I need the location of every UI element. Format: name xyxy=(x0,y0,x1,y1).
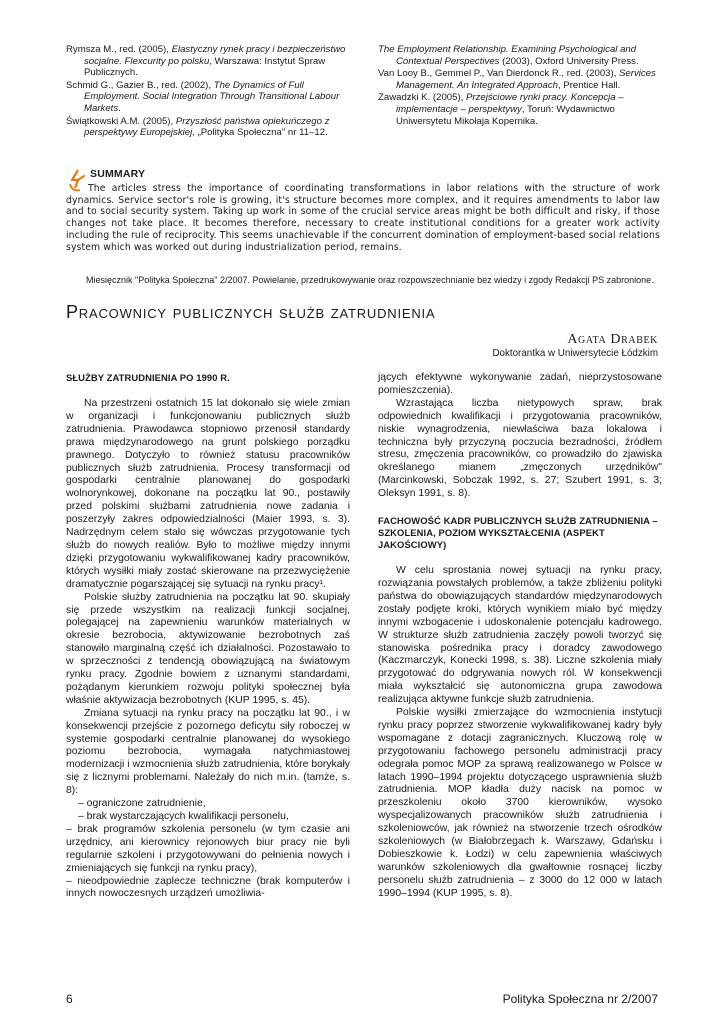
summary-title: SUMMARY xyxy=(90,168,146,180)
reference-item: Van Looy B., Gemmel P., Van Dierdonck R., red. (2003), Services Management. An Integrated Approach, Prentice Hall. xyxy=(378,68,656,91)
references-section xyxy=(66,44,666,140)
paragraph: Polskie służby zatrudnienia na początku lat 90. skupiały się przede wszystkim na realizacji funkcji socjalnej, polegającej na zapewnieniu warunków materialnych w okresie bezrobocia, aktywizowanie bezrobotnych zaś stanowiło marginalną część ich działalności. Pozostawało to w sprzeczności z tendencją obowiązującą na światowym rynku pracy. Zgodnie bowiem z uznanymi standardami, pożądanym kierunkiem rozwoju polityki społecznej była właśnie aktywizacja bezrobotnych (KUP 1995, s. 45). xyxy=(66,591,350,706)
list-item: – ograniczone zatrudnienie, xyxy=(78,798,206,810)
paragraph: Polskie wysiłki zmierzające do wzmocnienia instytucji rynku pracy poprzez stworzenie wykwalifikowanej kadry były wspomagane z dotacji zagranicznych. Kluczową rolę w przygotowaniu fachowego personelu administracji pracy odegrała pomoc MOP za sprawą realizowanego w Polsce w latach 1990–1994 projektu dotyczącego usprawnienia służb zatrudnienia. MOP kładła duży nacisk na pomoc w przeszkoleniu około 3700 kierowników, wysoko wyspecjalizowanych pracowników służb zatrudnienia i szkoleniowców, jak również na stworzenie trzech ośrodków szkoleniowych (w Białobrzegach k. Warszawy, Gdańsku i Dobieszkowie k. Łodzi) w celu zapewnienia właściwych warunków szkoleniowych dla gwałtownie rosnącej liczby personelu służb zatrudnienia – z 3000 do 12 000 w latach 1990–1994 (KUP 1995, s. 8). xyxy=(378,707,662,899)
paragraph: Na przestrzeni ostatnich 15 lat dokonało się wiele zmian w organizacji i funkcjonowaniu publicznych służb zatrudnienia. Prawodawca stopniowo przenosił standardy prawa międzynarodowego na grunt polskiego porządku prawnego. Dotyczyło to również statusu pracowników publicznych służb zatrudnienia. Procesy transformacji od gospodarki centralnie planowanej do gospodarki wolnorynkowej, dokonane na początku lat 90., postawiły przed polskimi służbami zatrudnienia nowe zadania i poszerzyły zakres odpowiedzialności (Maier 1993, s. 3). Nadrzędnym celem stało się wówczas przygotowanie tych służb do nowych realiów. Było to możliwe między innymi dzięki przygotowaniu wykwalifikowanej kadry pracowników, których wysiłki miały zostać skierowane na przezwyciężenie dramatycznie pogarszającej się sytuacji na rynku pracy¹. xyxy=(66,398,350,590)
article-title: Pracownicy publicznych służb zatrudnienia xyxy=(66,302,436,322)
reference-item: The Employment Relationship. Examining Psychological and Contextual Perspectives (2003), Oxford University Press. xyxy=(378,44,639,67)
list-item: – brak wystarczających kwalifikacji personelu, xyxy=(78,811,289,822)
reference-item: Schmid G., Gazier B., red. (2002), The Dynamics of Full Employment. Social Integration Through Transitional Labour Markets. xyxy=(66,79,340,114)
summary-text: The articles stress the importance of coordinating transformations in labor relations with the structure of work dynamics. Service sector's role is growing, it's structure becomes more complex, and it requires amendments to labor law and to social security system. Taking up work in some of the crucial service areas might be both difficult and risky, if those changes not take place. It becomes therefore, necessary to create institutional conditions for a greater work activity including the rule of reciprocity. This seems unachievable if the concurrent domination of employment-based social relations system which was worked out during industrialization period, remains. xyxy=(66,183,660,253)
copyright-notice: Miesięcznik "Polityka Społeczna" 2/2007. Powielanie, przedrukowywanie oraz rozpowszechnianie bez wiedzy i zgody Redakcji PS zabronione. xyxy=(86,275,654,285)
article-right-column xyxy=(378,372,662,901)
author-name: Agata Drabek xyxy=(567,332,658,347)
paragraph: W celu sprostania nowej sytuacji na rynku pracy, rozwiązania powstałych problemów, a także zbliżeniu polityki państwa do obowiązujących standardów międzynarodowych zostały podjęte kroki, których wynikiem miało być między innymi wzbogacenie i udoskonalenie potencjału kadrowego. W strukturze służb zatrudnienia zaczęły powoli tworzyć się stanowiska pośrednika pracy i doradcy zawodowego (Kaczmarczyk, Konecki 1998, s. 38). Liczne szkolenia miały przygotować do odgrywania nowych ról. W konsekwencji miała wykształcić się autonomiczna grupa zawodowa realizująca aktywne funkcje służb zatrudnienia. xyxy=(378,565,662,706)
summary-logo-icon xyxy=(66,168,88,194)
paragraph: Zmiana sytuacji na rynku pracy na początku lat 90., i w konsekwencji przejście z pozornego deficytu siły roboczej w systemie gospodarki centralnie planowanej do wysokiego poziomu bezrobocia, wymagała natychmiastowej modernizacji i wzmocnienia służb zatrudnienia, które borykały się z licznymi problemami. Należały do nich m.in. (tamże, s. 8): xyxy=(66,707,350,797)
reference-item: Rymsza M., red. (2005), Elastyczny rynek pracy i bezpieczeństwo socjalne. Flexcurity po polsku, Warszawa: Instytut Spraw Publicznych. xyxy=(66,44,346,79)
paragraph: jących efektywne wykonywanie zadań, nieprzystosowane pomieszczenia). xyxy=(378,372,662,396)
list-item: – nieodpowiednie zaplecze techniczne (brak komputerów i innych nowoczesnych urządzeń umożliwia- xyxy=(66,875,350,900)
author-affiliation: Doktorantka w Uniwersytecie Łódzkim xyxy=(492,348,658,359)
references-right-column xyxy=(378,44,666,140)
reference-item: Świątkowski A.M. (2005), Przyszłość państwa opiekuńczego z perspektywy Europejskiej, „Polityka Społeczna" nr 11–12. xyxy=(66,115,330,139)
list-item: – brak programów szkolenia personelu (w tym czasie ani urzędnicy, ani kierownicy rejonowych biur pracy nie byli regularnie szkoleni i przygotowywani do pełnienia nowych i zmieniających się funkcji na rynku pracy), xyxy=(66,823,350,874)
section-heading: SŁUŻBY ZATRUDNIENIA PO 1990 R. xyxy=(66,372,230,383)
article-left-column xyxy=(66,372,350,901)
journal-footer: Polityka Społeczna nr 2/2007 xyxy=(502,992,658,1006)
paragraph: Wzrastająca liczba nietypowych spraw, brak odpowiednich kwalifikacji i przygotowania pracowników, niskie wynagrodzenia, niewłaściwa baza lokalowa i techniczna były przyczyną poczucia bezradności, źródłem stresu, zmęczenia pracowników, co prowadziło do zjawiska określanego mianem „zmęczonych urzędników" (Marcinkowski, Sobczak 1992, s. 27; Szubert 1991, s. 3; Oleksyn 1991, s. 8). xyxy=(378,397,662,500)
section-heading: FACHOWOŚĆ KADR PUBLICZNYCH SŁUŻB ZATRUDNIENIA – SZKOLENIA, POZIOM WYKSZTAŁCENIA (ASPEKT JAKOŚCIOWY) xyxy=(378,515,658,551)
summary-section xyxy=(66,168,660,253)
reference-item: Zawadzki K. (2005), Przejściowe rynki pracy. Koncepcja – implementacje – perspektywy, Toruń: Wydawnictwo Uniwersytetu Mikołaja Kopernika. xyxy=(378,92,624,127)
references-left-column xyxy=(66,44,354,140)
page-number: 6 xyxy=(66,992,73,1006)
